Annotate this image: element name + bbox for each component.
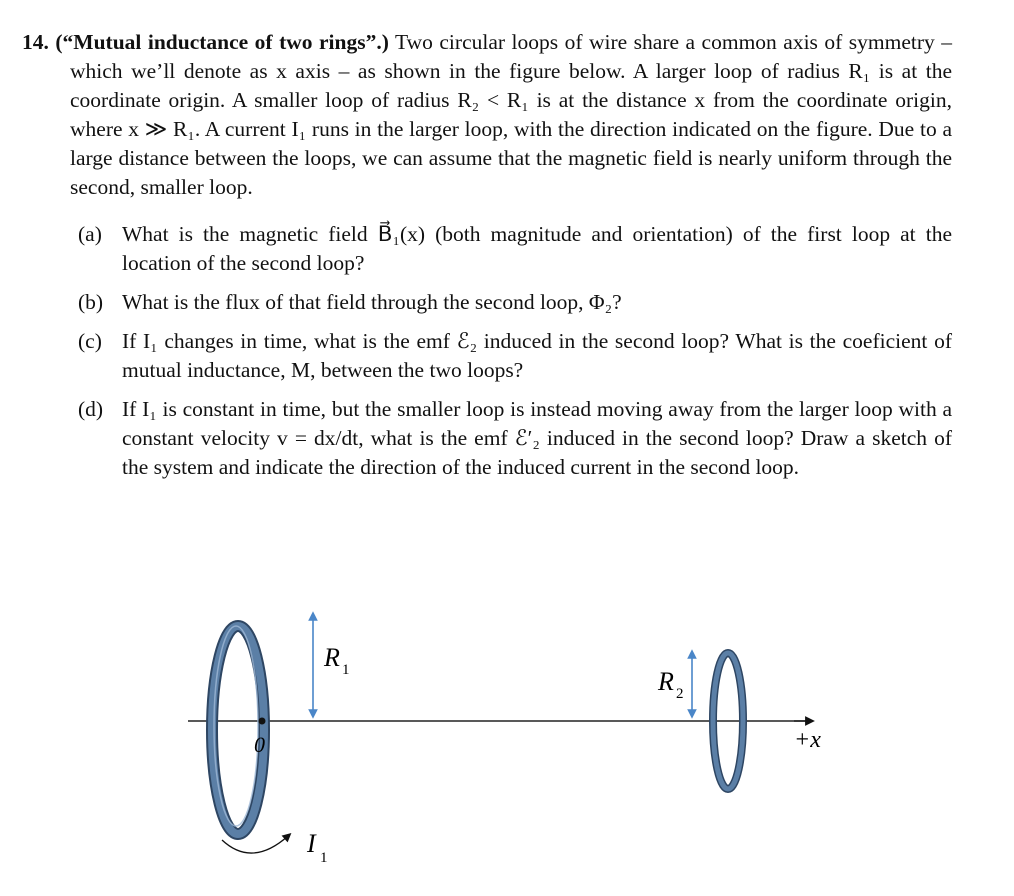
r2-label: R — [658, 667, 674, 696]
problem-parts — [22, 220, 952, 482]
r1-label: R — [324, 643, 340, 672]
problem-intro-text: Two circular loops of wire share a common axis of symmetry – which we’ll denote as x axis – as shown in the figure below. A larger loop of radius R₁ is at the coordinate origin. A smaller loop of radius R₂ < R₁ is at the distance x from the coordinate origin, where x ≫ R₁. A current I₁ runs in the larger loop, with the direction indicated on the figure. Due to a large distance between the loops, we can assume that the magnetic field is nearly uniform through the second, smaller loop. — [70, 30, 953, 199]
r1-subscript: 1 — [342, 662, 350, 678]
problem-intro — [22, 28, 952, 202]
part-text: What is the flux of that field through the second loop, Φ₂? — [122, 290, 622, 314]
two-rings-figure — [170, 590, 890, 890]
part-text: If I₁ changes in time, what is the emf ℰ₂ induced in the second loop? What is the coeficient of mutual inductance, M, between the two loops? — [122, 329, 952, 382]
current-label: I — [307, 829, 316, 858]
r2-subscript: 2 — [676, 686, 684, 702]
part-text: If I₁ is constant in time, but the smaller loop is instead moving away from the larger loop with a constant velocity v = dx/dt, what is the emf ℰ′₂ induced in the second loop? Draw a sketch of the system and indicate the direction of the induced current in the second loop. — [122, 397, 952, 479]
part-text: What is the magnetic field B⃗₁(x) (both magnitude and orientation) of the first loop at the location of the second loop? — [122, 222, 952, 275]
problem-statement — [22, 28, 952, 492]
part-label: (d) — [78, 397, 104, 421]
large-ring — [212, 626, 264, 834]
problem-number: 14. — [22, 30, 49, 54]
part-label: (a) — [78, 222, 102, 246]
figure-svg — [170, 590, 890, 890]
current-subscript: 1 — [320, 850, 328, 866]
part-a — [78, 220, 952, 278]
current-direction-arrow — [222, 836, 288, 853]
part-c — [78, 327, 952, 385]
part-d — [78, 395, 952, 482]
origin-label: 0 — [254, 732, 265, 757]
part-label: (b) — [78, 290, 104, 314]
problem-title: (“Mutual inductance of two rings”.) — [55, 30, 389, 54]
axis-label: +x — [794, 727, 821, 753]
part-label: (c) — [78, 329, 102, 353]
origin-dot — [259, 718, 266, 725]
part-b — [78, 288, 952, 317]
